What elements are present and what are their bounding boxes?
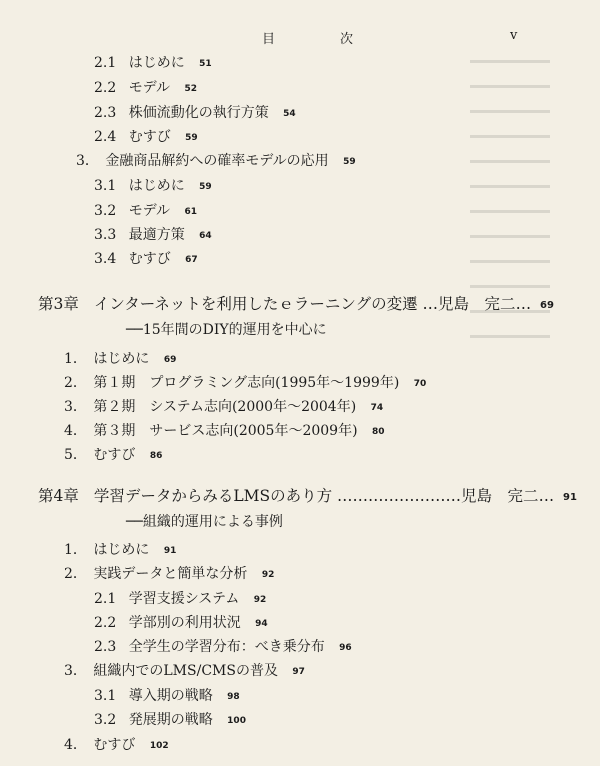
entry-number: 4． [64,737,87,753]
entry-title: はじめに [128,178,185,194]
toc-entry [64,736,169,755]
entry-page: 74 [370,403,384,413]
entry-title: むすび [93,447,136,463]
chapter-title: 学習データからみるLMSのあり方 [93,487,333,505]
entry-page: 61 [184,207,198,217]
toc-entry [64,662,305,681]
entry-number: 3.4 [94,251,117,267]
subtitle-text: ──組織的運用による事例 [126,514,283,530]
toc-entry [94,250,198,269]
entry-number: 2.3 [94,639,117,655]
entry-title: 第１期 プログラミング志向(1995年〜1999年) [93,375,400,391]
entry-number: 3.1 [94,688,117,704]
entry-title: 組織内でのLMS/CMSの普及 [93,663,278,679]
toc-entry [94,202,197,221]
chapter-author: 児島 完二 [461,487,539,505]
running-head-page-number: v [510,28,518,43]
subtitle-text: ──15年間のDIY的運用を中心に [126,322,327,338]
entry-number: 2.1 [94,55,117,71]
toc-entry [94,79,197,98]
entry-number: 2． [64,375,87,391]
entry-page: 92 [261,570,275,580]
entry-number: 3． [64,399,87,415]
entry-title: 学部別の利用状況 [128,615,241,631]
entry-number: 1． [64,351,87,367]
entry-number: 2.2 [94,80,117,96]
entry-title: 最適方策 [128,227,185,243]
entry-title: はじめに [93,351,150,367]
entry-title: 学習支援システム [128,591,240,607]
show-through-texture [470,60,590,400]
entry-page: 98 [227,692,240,702]
toc-entry [64,565,274,584]
entry-title: 第３期 サービス志向(2005年〜2009年) [93,423,358,439]
leader-dots: … [538,487,555,505]
entry-page: 59 [199,182,212,192]
entry-number: 2.1 [94,591,117,607]
entry-page: 54 [283,109,296,119]
entry-number: 5． [64,447,87,463]
toc-entry [94,177,212,196]
entry-page: 102 [149,741,169,751]
chapter-heading [38,295,554,315]
entry-title: むすび [128,129,171,145]
entry-page: 51 [199,59,212,69]
entry-title: はじめに [128,55,185,71]
chapter-subtitle [126,513,283,531]
chapter-subtitle [126,321,327,339]
toc-entry [64,422,385,441]
toc-entry [94,54,212,73]
entry-title: 第２期 システム志向(2000年〜2004年) [93,399,357,415]
toc-entry [94,638,352,657]
entry-title: 金融商品解約への確率モデルの応用 [105,153,329,169]
running-head-title: 目 次 [262,32,380,47]
entry-page: 52 [184,84,198,94]
entry-number: 2． [64,566,87,582]
toc-entry [94,614,268,633]
entry-page: 91 [163,546,177,556]
entry-number: 2.2 [94,615,117,631]
chapter-heading [38,487,577,507]
toc-entry [76,152,356,171]
chapter-page: 69 [540,300,554,311]
entry-title: モデル [128,203,171,219]
entry-number: 3.2 [94,712,117,728]
entry-title: 発展期の戦略 [128,712,213,728]
entry-page: 69 [163,355,177,365]
entry-number: 3.3 [94,227,117,243]
leader-dots: …………………… [337,487,462,505]
entry-title: 導入期の戦略 [128,688,213,704]
entry-page: 67 [185,255,198,265]
entry-title: むすび [93,737,136,753]
entry-title: はじめに [93,542,150,558]
entry-number: 4． [64,423,87,439]
toc-entry [64,541,176,560]
toc-entry [94,128,198,147]
entry-title: むすび [128,251,171,267]
entry-page: 70 [413,379,427,389]
toc-entry [64,374,426,393]
entry-title: 株価流動化の執行方策 [128,105,269,121]
entry-number: 2.4 [94,129,117,145]
entry-page: 64 [199,231,212,241]
entry-page: 80 [372,427,385,437]
toc-entry [94,104,296,123]
toc-entry [94,226,212,245]
entry-number: 2.3 [94,105,117,121]
entry-page: 100 [227,716,246,726]
entry-number: 3.1 [94,178,117,194]
leader-dots: … [515,295,532,313]
entry-page: 96 [339,643,352,653]
entry-number: 1． [64,542,87,558]
chapter-title: インターネットを利用したｅラーニングの変遷 [93,295,418,313]
entry-page: 59 [185,133,198,143]
entry-page: 59 [343,157,356,167]
entry-title: 全学生の学習分布：べき乗分布 [128,639,325,655]
entry-page: 94 [255,619,268,629]
toc-entry [94,687,240,706]
toc-entry [94,711,246,730]
entry-page: 97 [292,667,305,677]
chapter-number: 第3章 [38,295,79,313]
chapter-author: 児島 完二 [438,295,516,313]
entry-number: 3． [76,153,99,169]
toc-entry [64,398,383,417]
entry-page: 92 [253,595,267,605]
toc-entry [64,350,176,369]
entry-page: 86 [149,451,163,461]
entry-number: 3.2 [94,203,117,219]
toc-entry [64,446,162,465]
entry-number: 3． [64,663,87,679]
toc-entry [94,590,266,609]
entry-title: 実践データと簡単な分析 [93,566,248,582]
chapter-page: 91 [563,492,577,503]
entry-title: モデル [128,80,171,96]
chapter-number: 第4章 [38,487,79,505]
leader-dots: … [422,295,439,313]
